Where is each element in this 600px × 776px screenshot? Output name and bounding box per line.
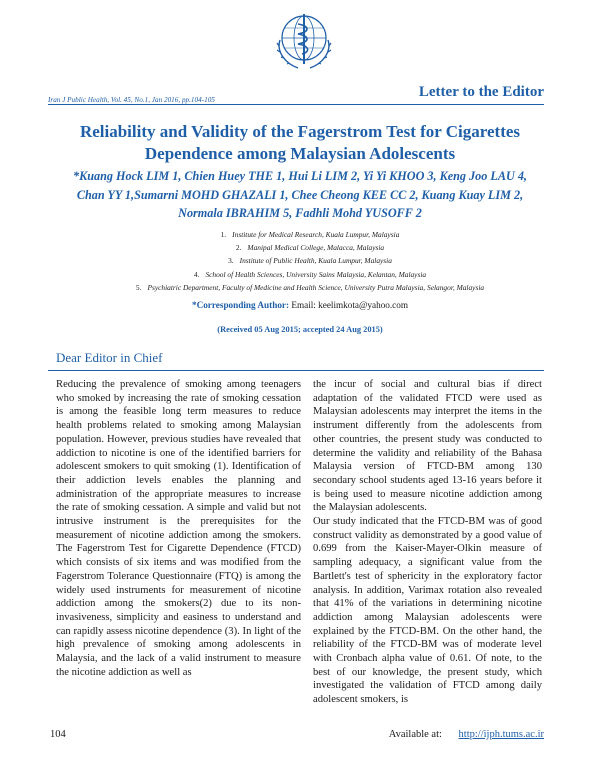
author-line: Chan YY 1,Sumarni MOHD GHAZALI 1, Chee Cheong KEE CC 2, Kuang Kuay LIM 2, — [76, 187, 524, 202]
body-paragraph: Our study indicated that the FTCD-BM was of good construct validity as demonstrated by a good value of 0.699 from the Kaiser-Mayer-Olkin measure of sampling adequacy, a significant value from the Bartlett's test of sphericity in the exploratory factor analysis. In addition, Varimax rotation also revealed that 41% of the variations in determining nicotine addiction among Malaysian adolescents were explained by the FTCD-BM. On the other hand, the reliability of the FTCD-BM was of moderate level with Cronbach alpha value of 0.61. Of note, to the best of our knowledge, the present study, which investigated the validation of FTCD among daily adolescent smokers, is — [313, 516, 542, 706]
affiliation-list — [80, 228, 540, 294]
who-emblem-logo — [276, 10, 332, 72]
availability — [389, 729, 544, 740]
body-right-column — [313, 378, 542, 707]
header-rule — [48, 104, 544, 105]
corresponding-author — [0, 300, 600, 310]
received-dates: (Received 05 Aug 2015; accepted 24 Aug 2015) — [217, 325, 383, 334]
body-paragraph: the incur of social and cultural bias if direct adaptation of the validated FTCD were used as Malaysian adolescents may interpret the items in the instrument differently from the adolescents from other countries, the present study was conducted to determine the validity and reliability of the Bahasa Malaysia version of FTCD-BM among 130 secondary school students aged 13-16 years before it is being used to measure nicotine addiction among the Malaysian adolescents. — [313, 379, 542, 514]
journal-url-link[interactable]: http://ijph.tums.ac.ir — [458, 729, 544, 740]
article-title: Reliability and Validity of the Fagerstrom Test for Cigarettes Dependence among Malaysian Adolescents — [79, 122, 521, 163]
affiliation-item: 4. School of Health Sciences, University Sains Malaysia, Kelantan, Malaysia — [193, 269, 427, 279]
corresponding-email[interactable]: Email: keelimkota@yahoo.com — [291, 300, 408, 310]
salutation: Dear Editor in Chief — [56, 350, 163, 365]
corresponding-label: *Corresponding Author: — [191, 300, 290, 310]
body-paragraph: Reducing the prevalence of smoking among teenagers who smoked by increasing the rate of smoking cessation is among the feasible long term measures to reduce health problems related to smoking among Malaysian population. However, previous studies have revealed that addiction to nicotine is one of the identified barriers for adolescent smokers to quit smoking (1). Identification of their addiction levels enables the planning and administration of the appropriate measures to increase the rate of smoking cessation. A simple and valid but not intrusive instrument is the prerequisites for the measurement of nicotine addiction among the smokers. The Fagerstrom Test for Cigarette Dependence (FTCD) which consists of six items and was modified from the Fagerstrom Tolerance Questionnaire (FTQ) is among the widely used instruments for measurement of nicotine addiction among the smokers(2) due to its non-invasiveness, simplicity and easiness to understand and can rapidly assess nicotine dependence (3). In light of the high prevalence of smoking among adolescents in Malaysia, and the lack of a valid instrument to measure the nicotine addiction as well as — [56, 379, 301, 678]
affiliation-item: 3. Institute of Public Health, Kuala Lumpur, Malaysia — [228, 256, 392, 266]
author-line: Normala IBRAHIM 5, Fadhli Mohd YUSOFF 2 — [178, 206, 422, 220]
available-label: Available at: — [388, 729, 442, 740]
article-type-label: Letter to the Editor — [418, 84, 544, 100]
author-list — [50, 167, 550, 223]
author-line: *Kuang Hock LIM 1, Chien Huey THE 1, Hui Li LIM 2, Yi Yi KHOO 3, Keng Joo LAU 4, — [73, 169, 527, 183]
body-left-column — [56, 378, 301, 679]
affiliation-item: 5. Psychiatric Department, Faculty of Medicine and Health Science, University Putra Malaysia, Selangor, Malaysia — [135, 282, 485, 292]
salutation-rule — [48, 370, 544, 371]
journal-reference: Iran J Public Health, Vol. 45, No.1, Jan 2016, pp.104-105 — [48, 96, 215, 104]
affiliation-item: 1. Institute for Medical Research, Kuala Lumpur, Malaysia — [220, 230, 400, 239]
page-number: 104 — [50, 729, 66, 740]
affiliation-item: 2. Manipal Medical College, Malacca, Malaysia — [235, 243, 385, 253]
